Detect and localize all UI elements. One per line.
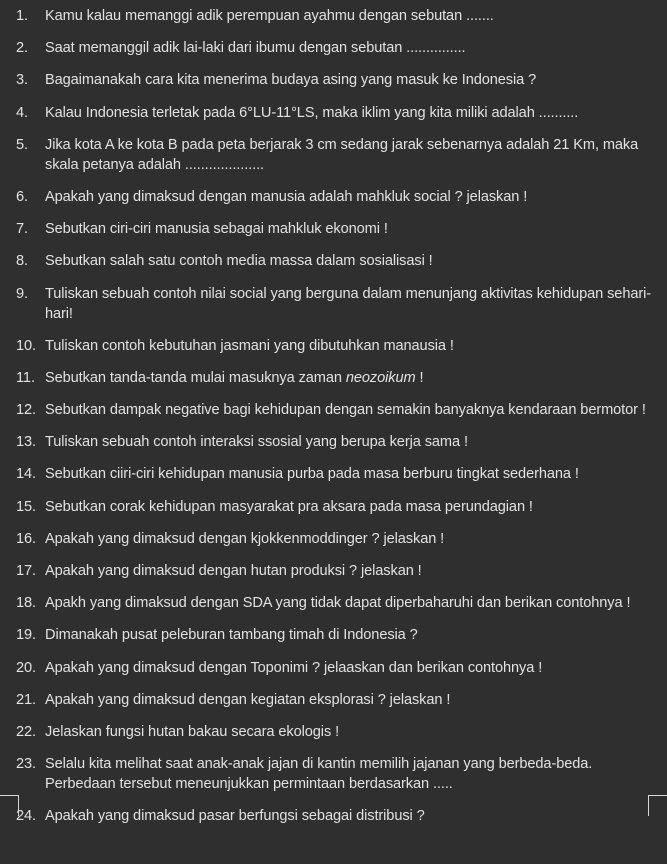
question-item [16,70,655,90]
question-number: 12. [16,402,36,419]
question-item [16,6,655,26]
question-number: 17. [16,563,36,579]
question-number: 11. [16,369,35,386]
question-item [16,754,655,794]
question-number: 24. [16,808,36,825]
question-number: 10. [16,337,36,354]
question-number: 21. [16,691,36,708]
question-item [16,625,655,645]
question-number: 2. [16,40,28,57]
question-number: 7. [16,221,28,238]
question-number: 6. [16,188,28,205]
question-item [16,690,655,710]
question-text [45,368,655,388]
question-number: 15. [16,498,36,515]
question-item [16,284,655,324]
question-item [16,722,655,742]
question-number: 9. [16,285,28,302]
question-text: Sebutkan dampak negative bagi kehidupan dengan semakin banyaknya kendaraan bermotor ! [45,402,646,419]
question-text-lead: Sebutkan tanda-tanda mulai masuknya zaman [45,369,346,386]
question-text: Apakah yang dimaksud dengan kegiatan eksplorasi ? jelaskan ! [45,691,451,708]
question-item [16,400,655,420]
question-item [16,593,655,613]
question-item [16,219,655,239]
question-item [16,38,655,58]
question-item [16,251,655,271]
question-number: 5. [16,136,28,153]
question-number: 1. [16,8,28,24]
question-number: 22. [16,723,36,740]
question-text: Jika kota A ke kota B pada peta berjarak 3 cm sedang jarak sebenarnya adalah 21 Km, maka skala petanya adalah .................... [45,136,639,173]
question-item [16,336,655,356]
question-item [16,103,655,123]
question-text: Selalu kita melihat saat anak-anak jajan di kantin memilih jajanan yang berbeda-beda. Perbedaan tersebut meneunjukkan permintaan berdasarkan ..... [45,756,593,793]
question-item [16,561,655,581]
crop-corner-right [648,795,667,816]
question-text: Kamu kalau memanggi adik perempuan ayahmu dengan sebutan ....... [45,8,494,24]
question-item [16,658,655,678]
question-number: 13. [16,434,36,451]
question-item [16,135,655,175]
question-text: Tuliskan contoh kebutuhan jasmani yang dibutuhkan manausia ! [45,337,454,354]
question-text: Apakah yang dimaksud dengan kjokkenmoddinger ? jelaskan ! [45,530,445,547]
question-text: Apakah yang dimaksud pasar berfungsi sebagai distribusi ? [45,808,425,825]
question-text: Tuliskan sebuah contoh nilai social yang berguna dalam menunjang aktivitas kehidupan sehari-hari! [45,285,652,322]
question-number: 14. [16,466,36,483]
question-number: 18. [16,595,36,612]
question-text: Apakh yang dimaksud dengan SDA yang tidak dapat diperbaharuhi dan berikan contohnya ! [45,595,631,612]
question-number: 4. [16,104,28,121]
question-number: 19. [16,627,36,644]
question-text: Bagaimanakah cara kita menerima budaya asing yang masuk ke Indonesia ? [45,72,537,89]
question-text: Kalau Indonesia terletak pada 6°LU-11°LS, maka iklim yang kita miliki adalah .......... [45,104,579,121]
question-number: 23. [16,756,36,773]
question-text: Jelaskan fungsi hutan bakau secara ekologis ! [45,723,340,740]
question-text: Saat memanggil adik lai-laki dari ibumu dengan sebutan ............... [45,40,466,57]
question-item [16,432,655,452]
question-text: Sebutkan ciiri-ciri kehidupan manusia purba pada masa berburu tingkat sederhana ! [45,466,579,483]
question-item [16,464,655,484]
question-text: Sebutkan salah satu contoh media massa dalam sosialisasi ! [45,253,433,270]
question-text: Sebutkan ciri-ciri manusia sebagai mahkluk ekonomi ! [45,221,388,238]
question-text: Dimanakah pusat peleburan tambang timah di Indonesia ? [45,627,418,644]
question-item [16,497,655,517]
question-text: Apakah yang dimaksud dengan manusia adalah mahkluk social ? jelaskan ! [45,188,528,205]
question-number: 3. [16,72,28,89]
question-item [16,529,655,549]
question-text: Sebutkan corak kehidupan masyarakat pra aksara pada masa perundagian ! [45,498,533,515]
question-number: 8. [16,253,28,270]
question-number: 16. [16,530,36,547]
question-item [16,187,655,207]
question-item [16,806,655,826]
question-number: 20. [16,659,36,676]
question-text-suffix: ! [415,369,424,386]
question-term-italic: neozoikum [345,369,416,386]
question-text: Tuliskan sebuah contoh interaksi ssosial yang berupa kerja sama ! [45,434,468,451]
question-text: Apakah yang dimaksud dengan Toponimi ? jelaaskan dan berikan contohnya ! [45,659,543,676]
question-text: Apakah yang dimaksud dengan hutan produksi ? jelaskan ! [45,563,422,579]
crop-corner-left [0,795,19,816]
question-item [16,368,655,388]
